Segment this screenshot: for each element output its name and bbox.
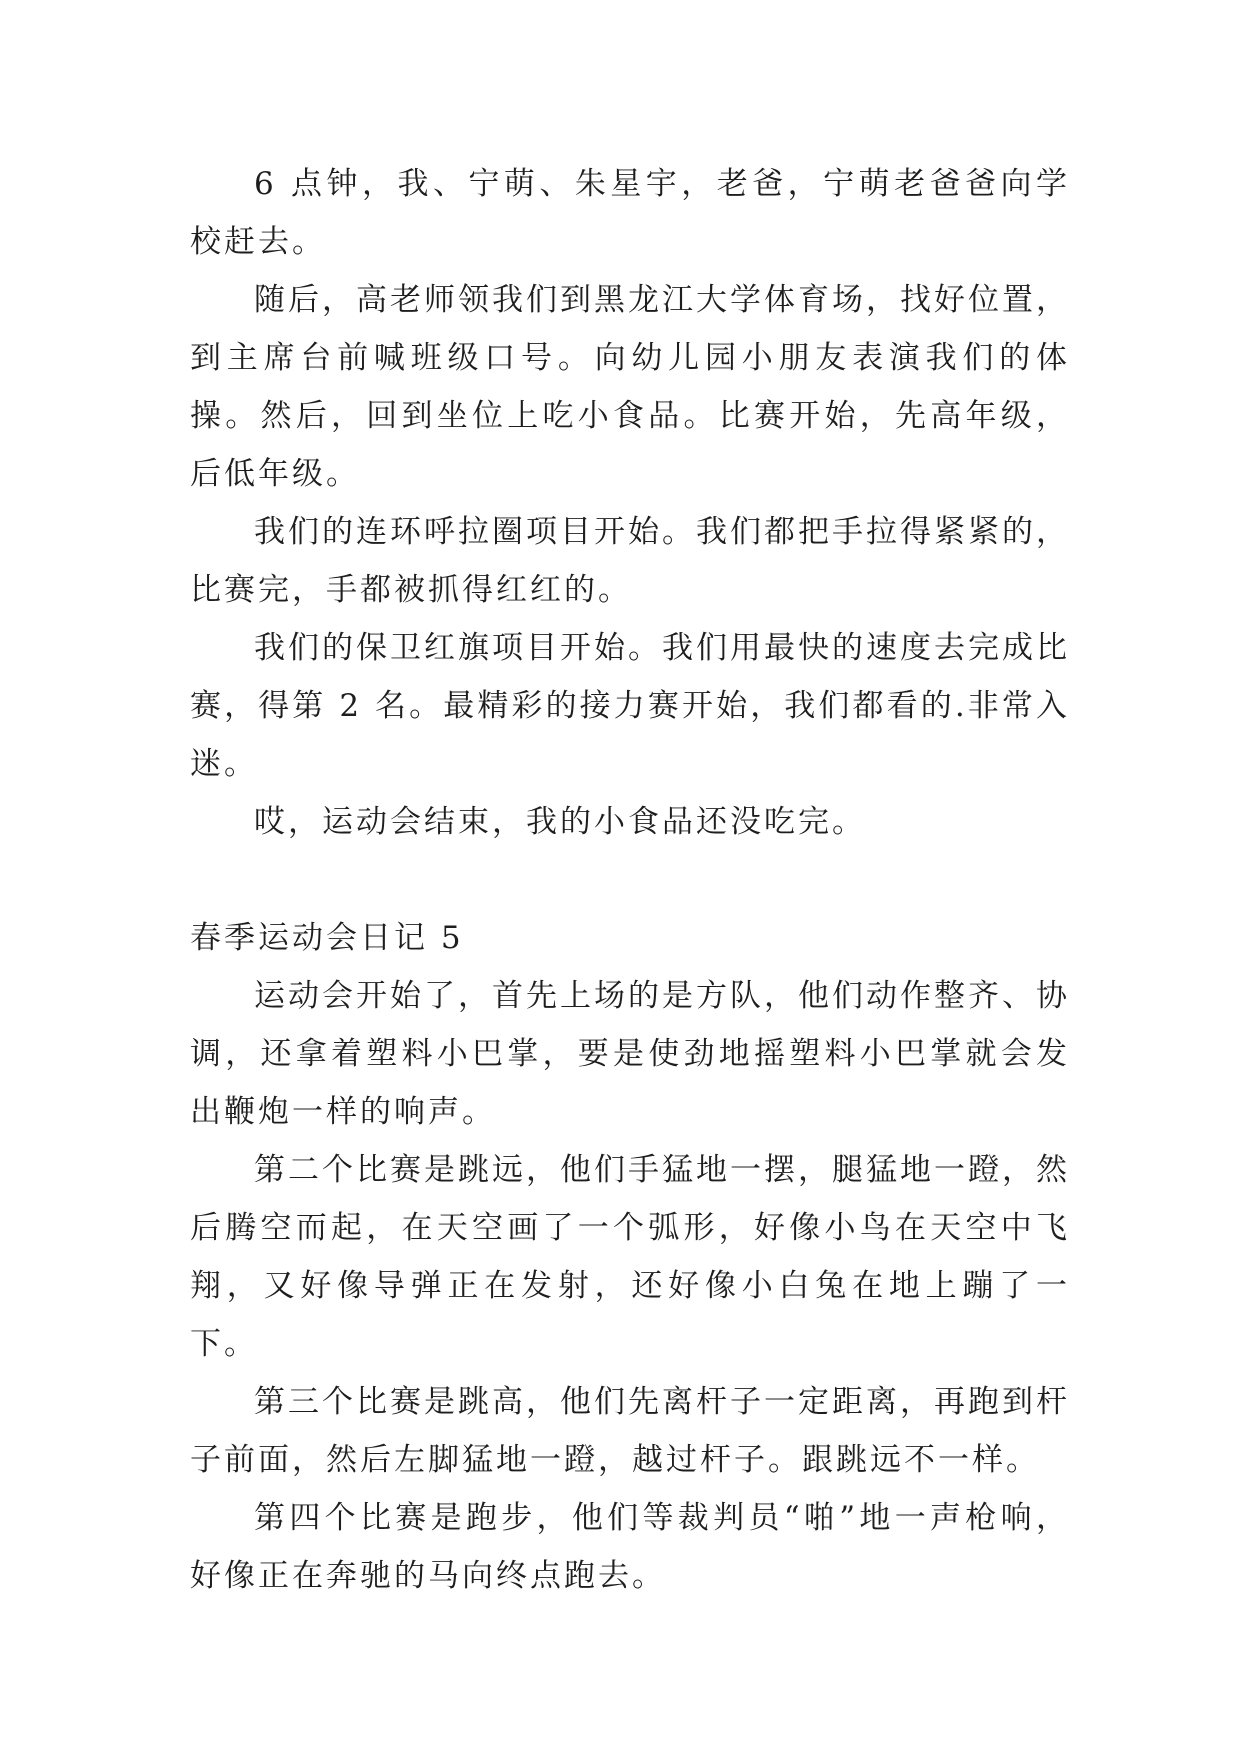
- paragraph: 6 点钟，我、宁萌、朱星宇，老爸，宁萌老爸爸向学校赶去。: [190, 166, 1070, 260]
- section-title: 春季运动会日记 5: [190, 920, 464, 956]
- paragraph: 第二个比赛是跳远，他们手猛地一摆，腿猛地一蹬，然后腾空而起，在天空画了一个弧形，好像小鸟在天空中飞翔，又好像导弹正在发射，还好像小白兔在地上蹦了一下。: [190, 1152, 1070, 1362]
- paragraph: 随后，高老师领我们到黑龙江大学体育场，找好位置，到主席台前喊班级口号。向幼儿园小朋友表演我们的体操。然后，回到坐位上吃小食品。比赛开始，先高年级，后低年级。: [190, 282, 1070, 492]
- paragraph: 哎，运动会结束，我的小食品还没吃完。: [254, 804, 866, 840]
- paragraph: 第三个比赛是跳高，他们先离杆子一定距离，再跑到杆子前面，然后左脚猛地一蹬，越过杆子。跟跳远不一样。: [190, 1384, 1070, 1478]
- paragraph: 第四个比赛是跑步，他们等裁判员“啪”地一声枪响，好像正在奔驰的马向终点跑去。: [190, 1500, 1070, 1594]
- paragraph: 运动会开始了，首先上场的是方队，他们动作整齐、协调，还拿着塑料小巴掌，要是使劲地摇塑料小巴掌就会发出鞭炮一样的响声。: [190, 978, 1070, 1130]
- document-body: [190, 155, 1070, 1605]
- paragraph: 我们的保卫红旗项目开始。我们用最快的速度去完成比赛，得第 2 名。最精彩的接力赛开始，我们都看的.非常入迷。: [190, 630, 1070, 782]
- paragraph: 我们的连环呼拉圈项目开始。我们都把手拉得紧紧的，比赛完，手都被抓得红红的。: [190, 514, 1070, 608]
